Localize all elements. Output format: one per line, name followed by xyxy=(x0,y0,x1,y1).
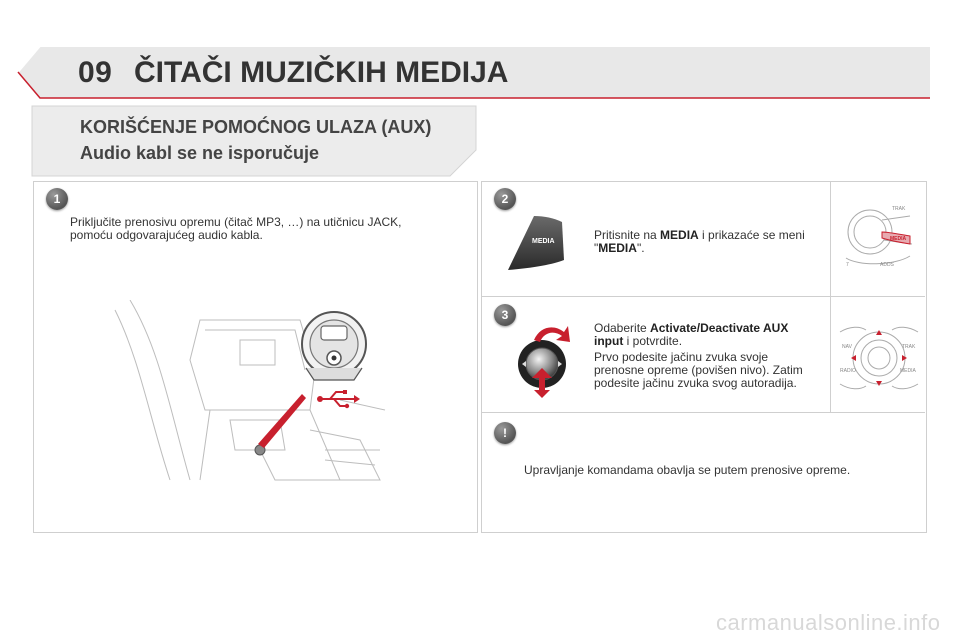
panel-label-trak: TRAK xyxy=(902,344,916,350)
step3-divider-h xyxy=(481,412,925,413)
rotary-knob-image[interactable] xyxy=(512,318,582,400)
page-title: ČITAČI MUZIČKIH MEDIJA xyxy=(134,56,509,89)
section-subtitle: Audio kabl se ne isporučuje xyxy=(80,143,320,163)
red-pointer-icon xyxy=(256,392,306,452)
radio-panel-knob-icon xyxy=(836,322,922,394)
step2-text: Pritisnite na MEDIA i prikazaće se meni "MEDIA". xyxy=(594,228,805,255)
warning-badge: ! xyxy=(494,422,516,444)
panel-label-media: MEDIA xyxy=(890,236,907,242)
jack-socket-zoom xyxy=(296,308,376,388)
section-title: KORIŠĆENJE POMOĆNOG ULAZA (AUX) xyxy=(80,117,432,137)
chapter-number: 09 xyxy=(78,56,113,89)
step2-divider-h xyxy=(481,296,925,297)
media-button-label: MEDIA xyxy=(532,238,555,245)
watermark: carmanualsonline.info xyxy=(716,610,941,635)
panel-label-radio: RADIO xyxy=(840,368,856,374)
panel-label-adds: ADDS xyxy=(880,262,894,268)
radio-panel-media-icon xyxy=(838,196,918,276)
panel-label-media: MEDIA xyxy=(900,368,916,374)
step1-badge: 1 xyxy=(46,188,68,210)
step3-badge: 3 xyxy=(494,304,516,326)
note-text: Upravljanje komandama obavlja se putem prenosive opreme. xyxy=(524,463,851,477)
step1-text-line2: pomoću odgovarajućeg audio kabla. xyxy=(70,228,263,242)
step3-text: Odaberite Activate/Deactivate AUX input i potvrdite. xyxy=(594,321,789,348)
step2-badge: 2 xyxy=(494,188,516,210)
step3-text-para2: Prvo podesite jačinu zvuka svoje prenosne opreme (povišen nivo). Zatim podesite jačinu zvuka svog autoradija. xyxy=(594,350,803,390)
usb-icon xyxy=(316,388,360,410)
step1-text-line1: Priključite prenosivu opremu (čitač MP3, …) na utičnicu JACK, xyxy=(70,215,402,229)
step3-divider-v xyxy=(830,297,831,412)
section-frame xyxy=(30,104,482,180)
panel-label-trak: TRAK xyxy=(892,206,906,212)
step2-divider-v xyxy=(830,181,831,296)
panel-label-nav: NAV xyxy=(842,344,852,350)
panel-label-num: 7 xyxy=(846,262,849,268)
